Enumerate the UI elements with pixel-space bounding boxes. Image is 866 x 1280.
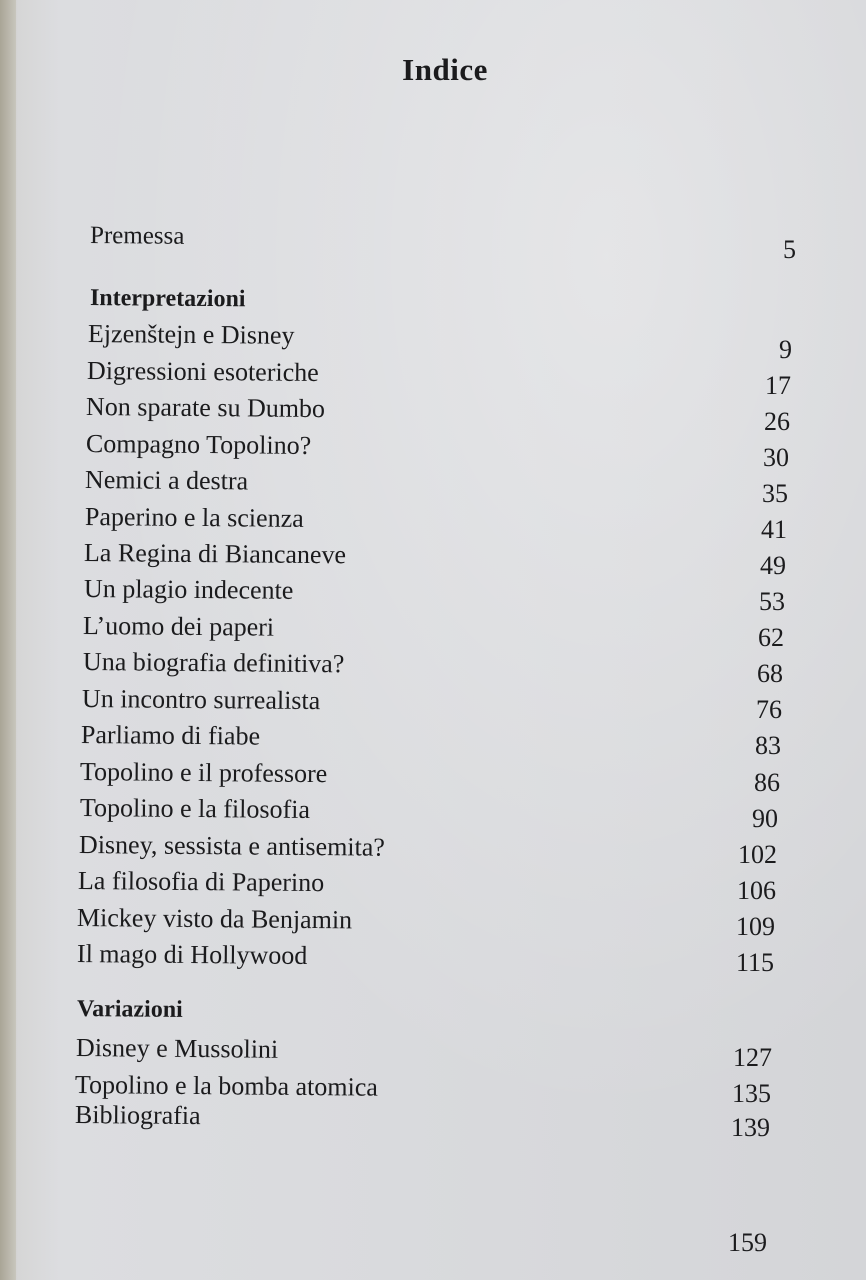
toc-entry: Non sparate su Dumbo [85, 392, 326, 424]
toc-page-number: 17 [765, 371, 791, 400]
toc-entry: Bibliografia [74, 1100, 201, 1131]
toc-page-number: 90 [752, 804, 778, 833]
toc-page-number: 109 [736, 912, 775, 941]
page-title: Indice [402, 52, 488, 87]
toc-entry: Ejzenštejn e Disney [87, 319, 295, 350]
toc-page-number: 41 [761, 515, 787, 544]
toc-page-number: 68 [757, 659, 783, 688]
toc-page-number: 102 [738, 840, 777, 869]
toc-entry: Il mago di Hollywood [76, 939, 308, 971]
toc-page-number: 76 [756, 695, 782, 724]
toc-page-premessa: 5 [783, 235, 796, 264]
toc-entry: Un incontro surrealista [81, 684, 321, 716]
toc-entry: Compagno Topolino? [85, 429, 312, 460]
toc-page-number: 9 [779, 335, 792, 364]
toc-page-number: 127 [733, 1043, 772, 1072]
section-heading-interpretazioni: Interpretazioni [89, 285, 246, 313]
toc-entry: Digressioni esoteriche [86, 356, 319, 388]
toc-entry: Un plagio indecente [83, 574, 294, 605]
toc-page-number: 62 [758, 623, 784, 652]
toc-page-number: 139 [731, 1113, 770, 1142]
page-number: 159 [728, 1228, 767, 1257]
toc-page-number: 53 [759, 587, 785, 616]
toc-entry: L’uomo dei paperi [82, 611, 275, 642]
toc-entry: Disney e Mussolini [75, 1033, 279, 1064]
toc-entry: Una biografia definitiva? [82, 647, 345, 679]
toc-entry: Mickey visto da Benjamin [76, 903, 353, 935]
section-heading-variazioni: Variazioni [76, 996, 183, 1023]
toc-page-number: 115 [735, 948, 774, 977]
toc-page-number: 106 [737, 876, 776, 905]
toc-page-number: 86 [754, 768, 780, 797]
toc-entry: Topolino e la bomba atomica [74, 1070, 378, 1102]
toc-entry: Nemici a destra [84, 465, 249, 496]
toc-entry: Parliamo di fiabe [80, 720, 261, 751]
toc-page-number: 135 [732, 1079, 771, 1108]
toc-page-number: 49 [760, 551, 786, 580]
toc-entry: Disney, sessista e antisemita? [78, 830, 386, 862]
toc-entry: La filosofia di Paperino [77, 866, 325, 898]
toc-entry: Topolino e il professore [79, 757, 328, 789]
toc-page-number: 35 [762, 479, 788, 508]
toc-page-number: 83 [755, 731, 781, 760]
toc-page-number: 26 [764, 407, 790, 436]
toc-entry: La Regina di Biancaneve [83, 538, 347, 570]
page-gutter [0, 0, 16, 1280]
toc-entry: Paperino e la scienza [84, 502, 304, 533]
toc-entry-premessa: Premessa [89, 222, 185, 250]
toc-page-number: 30 [763, 443, 789, 472]
toc-entry: Topolino e la filosofia [79, 793, 311, 825]
